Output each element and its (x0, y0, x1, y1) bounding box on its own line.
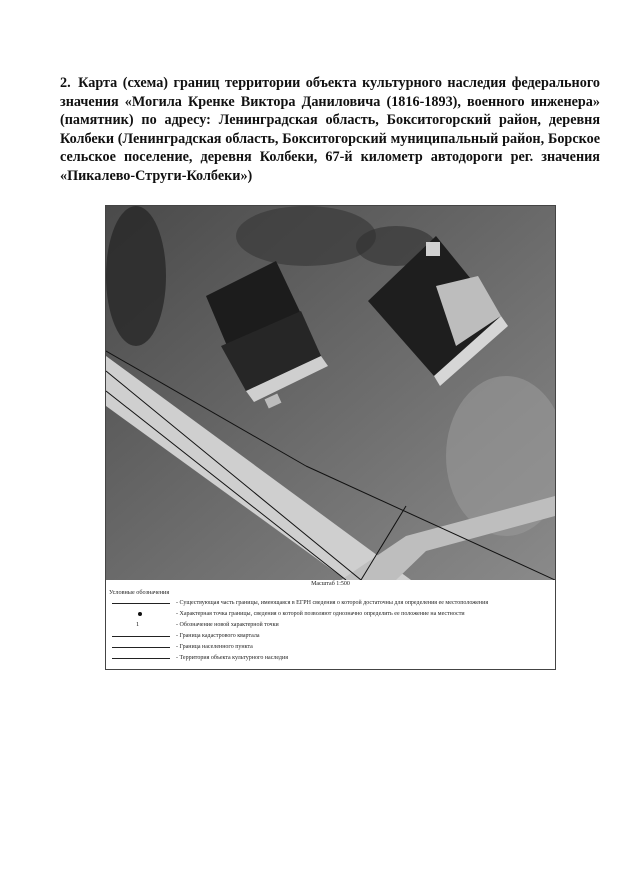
legend-line-symbol (112, 598, 170, 608)
legend-item (106, 598, 555, 608)
legend-number-symbol (112, 620, 170, 630)
document-heading (60, 74, 600, 186)
legend-item-text: - Граница населенного пункта (176, 644, 253, 650)
legend-item (106, 653, 555, 663)
legend-title: Условные обозначения (109, 589, 170, 596)
aerial-photo (106, 206, 555, 580)
legend-dot-symbol (112, 609, 170, 619)
legend-number-text: 1 (136, 621, 140, 628)
tree-cluster (106, 206, 166, 346)
heading-number: 2. (60, 75, 71, 91)
legend-item (106, 642, 555, 652)
legend-item-text: - Обозначение новой характерной точки (176, 622, 279, 628)
shadow-area (236, 206, 376, 266)
map-scale: Масштаб 1:500 (311, 581, 350, 587)
heading-text: Карта (схема) границ территории объекта культурного наследия федерального значения «Могила Кренке Виктора Даниловича (1816-1893), военного инженера» (памятник) по адресу: Ленинградская область, Бокситогорский район, деревня Колбеки (Ленинградская область, Бокситогорский муниципальный район, Борское сельское поселение, деревня Колбеки, 67-й километр автодороги рег. значения «Пикалево-Струги-Колбеки») (60, 75, 600, 184)
legend-item-text: - Существующая часть границы, имеющаяся в ЕГРН сведения о которой достаточны для определения ее местоположения (176, 600, 489, 606)
legend-item-text: - Территория объекта культурного наследия (176, 655, 288, 661)
legend-item (106, 620, 555, 630)
cadastral-map-figure (105, 205, 556, 670)
legend-item-text: - Граница кадастрового квартала (176, 633, 260, 639)
legend-line-symbol (112, 631, 170, 641)
legend-item (106, 631, 555, 641)
legend-item (106, 609, 555, 619)
legend-line-symbol (112, 653, 170, 663)
legend-item-text: - Характерная точка границы, сведения о которой позволяют однозначно определить ее положение на местности (176, 611, 465, 617)
legend-line-symbol (112, 642, 170, 652)
